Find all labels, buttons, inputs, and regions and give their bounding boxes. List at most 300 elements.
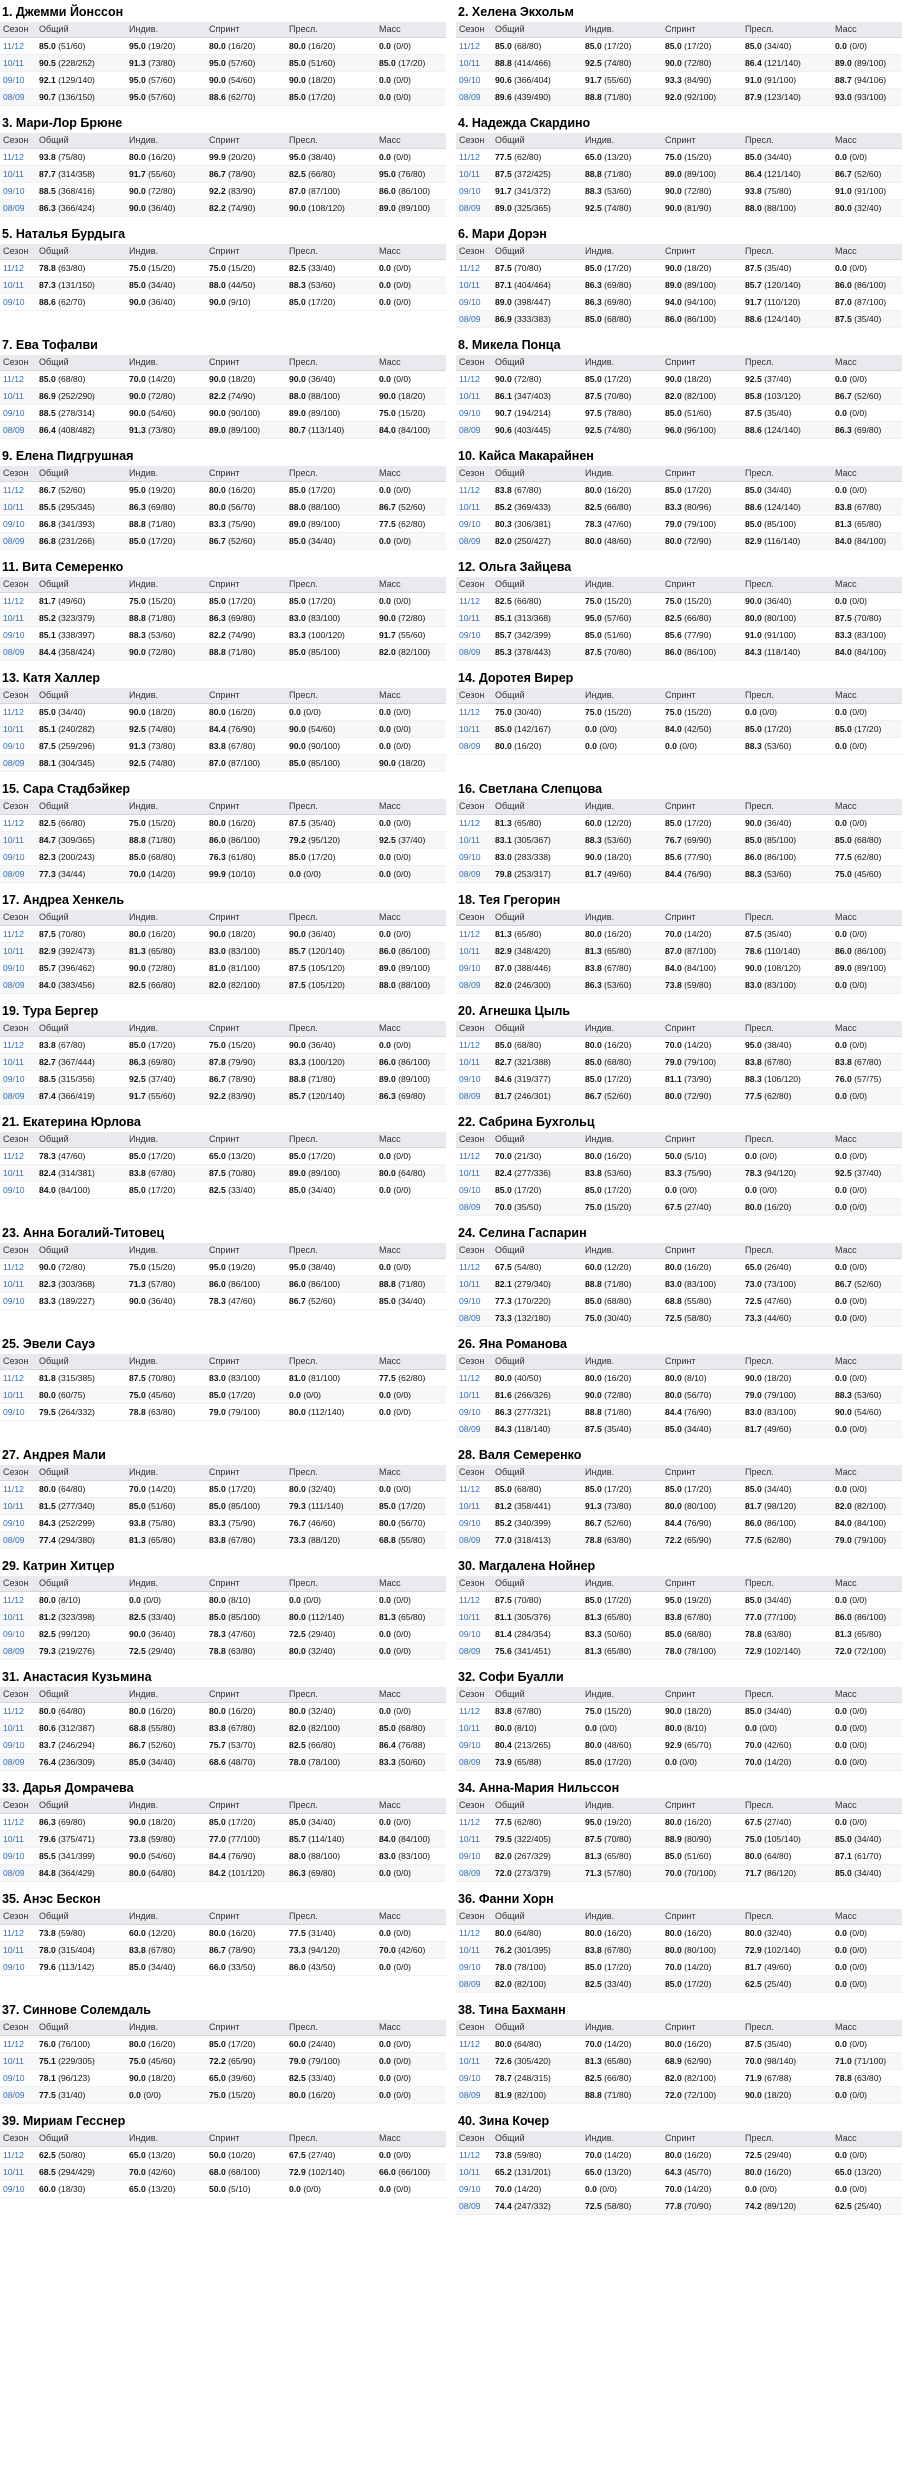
cell-individual: 85.0 (51/60): [126, 1498, 206, 1515]
cell-season: 09/10: [456, 1404, 492, 1421]
table-header-row: [0, 1021, 446, 1037]
column-header-sprint: Спринт: [206, 355, 286, 371]
table-row: [0, 1182, 446, 1199]
cell-pursuit: 85.0 (85/100): [742, 516, 832, 533]
cell-sprint: 65.0 (13/20): [206, 1148, 286, 1165]
cell-mass-start: 76.0 (57/75): [832, 1071, 902, 1088]
table-row: [0, 371, 446, 388]
column-header-sprint: Спринт: [662, 1576, 742, 1592]
cell-season: 08/09: [456, 644, 492, 661]
table-row: [456, 1754, 902, 1771]
cell-overall: 73.9 (65/88): [492, 1754, 582, 1771]
column-header-overall: Общий: [492, 2131, 582, 2147]
table-row: [456, 371, 902, 388]
cell-season: 10/11: [0, 832, 36, 849]
cell-mass-start: 88.3 (53/60): [832, 1387, 902, 1404]
column-header-pursuit: Пресл.: [286, 244, 376, 260]
column-header-sprint: Спринт: [662, 1021, 742, 1037]
cell-sprint: 68.9 (62/90): [662, 2053, 742, 2070]
cell-season: 09/10: [0, 1959, 36, 1976]
table-row: [456, 1054, 902, 1071]
cell-season: 08/09: [0, 89, 36, 106]
column-header-season: Сезон: [456, 1909, 492, 1925]
column-header-mass-start: Масс: [832, 244, 902, 260]
cell-season: 08/09: [0, 200, 36, 217]
stats-table: [456, 355, 902, 439]
cell-sprint: 89.0 (89/100): [662, 166, 742, 183]
athlete-card-38: [456, 2001, 902, 2104]
athlete-card-18: [456, 891, 902, 994]
cell-season: 08/09: [456, 866, 492, 883]
cell-sprint: 87.8 (79/90): [206, 1054, 286, 1071]
cell-pursuit: 85.0 (17/20): [286, 482, 376, 499]
column-header-sprint: Спринт: [662, 1465, 742, 1481]
cell-individual: 83.8 (53/60): [582, 1165, 662, 1182]
cell-overall: 85.0 (68/80): [36, 371, 126, 388]
cell-season: 08/09: [456, 1754, 492, 1771]
table-row: [456, 149, 902, 166]
athlete-name: 27. Андрея Мали: [2, 1448, 106, 1462]
column-header-pursuit: Пресл.: [286, 355, 376, 371]
cell-individual: 92.5 (74/80): [126, 721, 206, 738]
cell-sprint: 92.2 (83/90): [206, 1088, 286, 1105]
cell-individual: 72.5 (58/80): [582, 2198, 662, 2215]
cell-individual: 70.0 (14/20): [126, 371, 206, 388]
cell-overall: 81.9 (82/100): [492, 2087, 582, 2104]
cell-pursuit: 85.7 (120/140): [286, 1088, 376, 1105]
cell-season: 11/12: [456, 1370, 492, 1387]
athlete-name: 12. Ольга Зайцева: [458, 560, 572, 574]
cell-season: 10/11: [456, 277, 492, 294]
column-header-overall: Общий: [36, 1021, 126, 1037]
cell-season: 08/09: [0, 644, 36, 661]
cell-overall: 84.3 (252/299): [36, 1515, 126, 1532]
cell-season: 09/10: [0, 960, 36, 977]
athlete-card-32: [456, 1668, 902, 1771]
cell-individual: 60.0 (12/20): [126, 1925, 206, 1942]
cell-individual: 80.0 (16/20): [582, 1037, 662, 1054]
cell-individual: 65.0 (13/20): [126, 2181, 206, 2198]
cell-sprint: 81.0 (81/100): [206, 960, 286, 977]
cell-individual: 85.0 (34/40): [126, 1959, 206, 1976]
cell-individual: 88.3 (53/60): [582, 832, 662, 849]
cell-sprint: 80.0 (8/10): [662, 1370, 742, 1387]
cell-mass-start: 0.0 (0/0): [376, 1814, 446, 1831]
cell-pursuit: 71.9 (67/88): [742, 2070, 832, 2087]
table-body: [456, 1037, 902, 1105]
cell-pursuit: 70.0 (14/20): [742, 1754, 832, 1771]
cell-overall: 86.4 (408/482): [36, 422, 126, 439]
cell-individual: 82.5 (66/80): [126, 977, 206, 994]
cell-season: 09/10: [0, 516, 36, 533]
table-header-row: [0, 1465, 446, 1481]
cell-season: 10/11: [0, 388, 36, 405]
table-body: [0, 1592, 446, 1660]
cell-individual: 65.0 (13/20): [582, 2164, 662, 2181]
cell-pursuit: 87.5 (35/40): [742, 260, 832, 277]
cell-sprint: 75.7 (53/70): [206, 1737, 286, 1754]
column-header-individual: Индив.: [582, 1243, 662, 1259]
cell-overall: 85.1 (240/282): [36, 721, 126, 738]
cell-season: 10/11: [456, 388, 492, 405]
cell-overall: 76.4 (236/309): [36, 1754, 126, 1771]
cell-individual: 85.0 (68/80): [582, 311, 662, 328]
cell-individual: 90.0 (54/60): [126, 405, 206, 422]
cell-mass-start: 83.0 (83/100): [376, 1848, 446, 1865]
cell-pursuit: 83.3 (100/120): [286, 627, 376, 644]
cell-season: 11/12: [0, 1592, 36, 1609]
cell-sprint: 84.4 (76/90): [662, 1515, 742, 1532]
cell-mass-start: 89.0 (89/100): [376, 200, 446, 217]
table-row: [0, 499, 446, 516]
table-row: [456, 2147, 902, 2164]
cell-overall: 81.8 (315/385): [36, 1370, 126, 1387]
column-header-season: Сезон: [0, 799, 36, 815]
cell-pursuit: 0.0 (0/0): [742, 1148, 832, 1165]
cell-pursuit: 85.8 (103/120): [742, 388, 832, 405]
cell-sprint: 99.9 (10/10): [206, 866, 286, 883]
table-body: [456, 482, 902, 550]
cell-overall: 86.8 (231/266): [36, 533, 126, 550]
cell-pursuit: 87.5 (35/40): [742, 2036, 832, 2053]
column-header-season: Сезон: [0, 1354, 36, 1370]
cell-overall: 87.1 (404/464): [492, 277, 582, 294]
table-row: [456, 1626, 902, 1643]
column-header-overall: Общий: [36, 910, 126, 926]
table-header-row: [456, 910, 902, 926]
cell-mass-start: 0.0 (0/0): [376, 149, 446, 166]
cell-individual: 85.0 (68/80): [582, 1054, 662, 1071]
cell-season: 10/11: [456, 1498, 492, 1515]
cell-season: 10/11: [456, 499, 492, 516]
column-header-season: Сезон: [0, 466, 36, 482]
table-row: [456, 1165, 902, 1182]
table-row: [0, 1942, 446, 1959]
column-header-overall: Общий: [36, 1909, 126, 1925]
cell-mass-start: 0.0 (0/0): [376, 294, 446, 311]
cell-mass-start: 0.0 (0/0): [832, 1148, 902, 1165]
table-row: [0, 2053, 446, 2070]
cell-season: 10/11: [0, 1498, 36, 1515]
cell-sprint: 92.9 (65/70): [662, 1737, 742, 1754]
cell-pursuit: 80.0 (16/20): [286, 2087, 376, 2104]
column-header-sprint: Спринт: [662, 133, 742, 149]
cell-sprint: 0.0 (0/0): [662, 1754, 742, 1771]
cell-mass-start: 85.0 (34/40): [832, 1831, 902, 1848]
cell-individual: 82.5 (66/80): [582, 2070, 662, 2087]
column-header-pursuit: Пресл.: [286, 1243, 376, 1259]
cell-individual: 82.5 (33/40): [582, 1976, 662, 1993]
cell-mass-start: 0.0 (0/0): [376, 926, 446, 943]
table-row: [0, 55, 446, 72]
cell-pursuit: 82.5 (66/80): [286, 1737, 376, 1754]
cell-mass-start: 65.0 (13/20): [832, 2164, 902, 2181]
cell-season: 09/10: [0, 1293, 36, 1310]
cell-individual: 70.0 (14/20): [582, 2036, 662, 2053]
athlete-name: 31. Анастасия Кузьмина: [2, 1670, 152, 1684]
cell-individual: 70.0 (42/60): [126, 2164, 206, 2181]
stats-table: [456, 22, 902, 106]
cell-pursuit: 72.5 (29/40): [742, 2147, 832, 2164]
column-header-individual: Индив.: [126, 1798, 206, 1814]
cell-overall: 87.5 (259/296): [36, 738, 126, 755]
table-row: [0, 260, 446, 277]
athlete-card-6: [456, 225, 902, 328]
cell-overall: 82.5 (66/80): [492, 593, 582, 610]
cell-individual: 88.8 (71/80): [582, 166, 662, 183]
athlete-name: 22. Сабрина Бухгольц: [458, 1115, 595, 1129]
cell-individual: 95.0 (19/20): [582, 1814, 662, 1831]
table-row: [456, 2164, 902, 2181]
table-row: [456, 1865, 902, 1882]
athlete-card-40: [456, 2112, 902, 2215]
stats-table: [456, 1576, 902, 1660]
table-row: [456, 1370, 902, 1387]
cell-mass-start: 86.3 (69/80): [832, 422, 902, 439]
athlete-name: 40. Зина Кочер: [458, 2114, 550, 2128]
cell-sprint: 86.0 (86/100): [662, 311, 742, 328]
table-row: [0, 960, 446, 977]
cell-sprint: 82.5 (66/80): [662, 610, 742, 627]
column-header-sprint: Спринт: [206, 244, 286, 260]
column-header-mass-start: Масс: [376, 1909, 446, 1925]
cell-season: 10/11: [456, 1165, 492, 1182]
table-header-row: [456, 577, 902, 593]
column-header-sprint: Спринт: [662, 22, 742, 38]
column-header-season: Сезон: [456, 1798, 492, 1814]
athlete-card-4: [456, 114, 902, 217]
cell-season: 11/12: [456, 1592, 492, 1609]
cell-sprint: 88.9 (80/90): [662, 1831, 742, 1848]
cell-sprint: 86.7 (78/90): [206, 1071, 286, 1088]
cell-mass-start: 0.0 (0/0): [376, 738, 446, 755]
table-header-row: [456, 2131, 902, 2147]
cell-season: 11/12: [0, 260, 36, 277]
table-row: [0, 1088, 446, 1105]
column-header-mass-start: Масс: [376, 1576, 446, 1592]
cell-overall: 72.0 (273/379): [492, 1865, 582, 1882]
cell-overall: 78.0 (78/100): [492, 1959, 582, 1976]
cell-pursuit: 0.0 (0/0): [742, 1720, 832, 1737]
table-row: [0, 1643, 446, 1660]
cell-pursuit: 85.0 (34/40): [742, 149, 832, 166]
column-header-sprint: Спринт: [662, 466, 742, 482]
cell-mass-start: 77.5 (62/80): [832, 849, 902, 866]
column-header-mass-start: Масс: [376, 466, 446, 482]
cell-overall: 80.0 (64/80): [492, 1925, 582, 1942]
table-row: [0, 1054, 446, 1071]
cell-pursuit: 79.0 (79/100): [286, 2053, 376, 2070]
cell-pursuit: 82.5 (33/40): [286, 260, 376, 277]
athlete-card-35: [0, 1890, 446, 1976]
cell-pursuit: 79.3 (111/140): [286, 1498, 376, 1515]
column-header-mass-start: Масс: [376, 1243, 446, 1259]
cell-overall: 85.0 (68/80): [492, 38, 582, 55]
cell-mass-start: 85.0 (34/40): [376, 1293, 446, 1310]
cell-season: 08/09: [456, 2087, 492, 2104]
cell-overall: 76.0 (76/100): [36, 2036, 126, 2053]
cell-sprint: 82.2 (74/90): [206, 200, 286, 217]
cell-pursuit: 80.0 (64/80): [742, 1848, 832, 1865]
table-body: [456, 704, 902, 755]
column-header-individual: Индив.: [126, 2020, 206, 2036]
column-header-pursuit: Пресл.: [286, 1909, 376, 1925]
column-header-overall: Общий: [492, 1354, 582, 1370]
cell-sprint: 90.0 (18/20): [206, 371, 286, 388]
cell-sprint: 96.0 (96/100): [662, 422, 742, 439]
column-header-season: Сезон: [456, 688, 492, 704]
cell-pursuit: 76.7 (46/60): [286, 1515, 376, 1532]
cell-mass-start: 0.0 (0/0): [376, 593, 446, 610]
cell-season: 08/09: [456, 1976, 492, 1993]
cell-overall: 73.8 (59/80): [492, 2147, 582, 2164]
cell-mass-start: 72.0 (72/100): [832, 1643, 902, 1660]
cell-season: 08/09: [0, 533, 36, 550]
cell-individual: 65.0 (13/20): [126, 2147, 206, 2164]
cell-individual: 0.0 (0/0): [582, 1720, 662, 1737]
cell-sprint: 68.6 (48/70): [206, 1754, 286, 1771]
cell-overall: 85.1 (313/368): [492, 610, 582, 627]
cell-mass-start: 0.0 (0/0): [376, 72, 446, 89]
cell-mass-start: 0.0 (0/0): [376, 2087, 446, 2104]
cell-overall: 65.2 (131/201): [492, 2164, 582, 2181]
cell-pursuit: 72.5 (29/40): [286, 1626, 376, 1643]
cell-sprint: 73.8 (59/80): [662, 977, 742, 994]
column-header-sprint: Спринт: [662, 799, 742, 815]
cell-overall: 85.2 (323/379): [36, 610, 126, 627]
column-header-season: Сезон: [0, 577, 36, 593]
table-header-row: [0, 133, 446, 149]
cell-sprint: 76.7 (69/90): [662, 832, 742, 849]
cell-pursuit: 0.0 (0/0): [286, 1592, 376, 1609]
table-header-row: [456, 133, 902, 149]
cell-season: 08/09: [0, 1643, 36, 1660]
cell-pursuit: 90.0 (36/40): [286, 926, 376, 943]
cell-individual: 0.0 (0/0): [582, 738, 662, 755]
cell-season: 09/10: [456, 1626, 492, 1643]
cell-season: 10/11: [0, 1831, 36, 1848]
cell-individual: 91.7 (55/60): [126, 166, 206, 183]
athlete-card-39: [0, 2112, 446, 2198]
cell-mass-start: 87.0 (87/100): [832, 294, 902, 311]
stats-table: [456, 1132, 902, 1216]
cell-individual: 85.0 (17/20): [126, 533, 206, 550]
cell-overall: 82.3 (200/243): [36, 849, 126, 866]
table-row: [0, 405, 446, 422]
table-body: [456, 815, 902, 883]
column-header-sprint: Спринт: [206, 1132, 286, 1148]
column-header-individual: Индив.: [126, 1243, 206, 1259]
cell-season: 11/12: [456, 1703, 492, 1720]
column-header-pursuit: Пресл.: [742, 1243, 832, 1259]
cell-pursuit: 85.0 (85/100): [742, 832, 832, 849]
cell-pursuit: 88.0 (88/100): [286, 1848, 376, 1865]
column-header-sprint: Спринт: [206, 1687, 286, 1703]
cell-season: 09/10: [456, 294, 492, 311]
cell-overall: 85.5 (295/345): [36, 499, 126, 516]
table-row: [456, 721, 902, 738]
cell-overall: 87.3 (131/150): [36, 277, 126, 294]
table-header-row: [0, 688, 446, 704]
cell-season: 08/09: [456, 422, 492, 439]
cell-season: 11/12: [0, 593, 36, 610]
table-row: [0, 38, 446, 55]
cell-pursuit: 72.5 (47/60): [742, 1293, 832, 1310]
cell-overall: 84.0 (84/100): [36, 1182, 126, 1199]
cell-overall: 90.0 (72/80): [36, 1259, 126, 1276]
cell-mass-start: 0.0 (0/0): [832, 2087, 902, 2104]
cell-individual: 91.3 (73/80): [126, 422, 206, 439]
cell-sprint: 90.0 (54/60): [206, 72, 286, 89]
column-header-season: Сезон: [456, 355, 492, 371]
column-header-sprint: Спринт: [662, 355, 742, 371]
cell-pursuit: 85.0 (17/20): [286, 593, 376, 610]
cell-overall: 85.2 (340/399): [492, 1515, 582, 1532]
table-body: [456, 1481, 902, 1549]
cell-sprint: 95.0 (57/60): [206, 55, 286, 72]
cell-mass-start: 0.0 (0/0): [832, 977, 902, 994]
column-header-overall: Общий: [36, 1465, 126, 1481]
column-header-mass-start: Масс: [376, 1354, 446, 1370]
cell-mass-start: 0.0 (0/0): [832, 149, 902, 166]
cell-pursuit: 72.9 (102/140): [742, 1643, 832, 1660]
stats-table: [456, 1798, 902, 1882]
column-header-overall: Общий: [492, 22, 582, 38]
cell-season: 10/11: [456, 2053, 492, 2070]
column-header-mass-start: Масс: [376, 2131, 446, 2147]
cell-pursuit: 80.0 (16/20): [742, 1199, 832, 1216]
table-header-row: [456, 688, 902, 704]
column-header-individual: Индив.: [582, 22, 662, 38]
column-header-overall: Общий: [492, 1909, 582, 1925]
column-header-season: Сезон: [0, 1909, 36, 1925]
cell-overall: 89.6 (439/490): [492, 89, 582, 106]
cell-overall: 81.7 (246/301): [492, 1088, 582, 1105]
cell-sprint: 90.0 (18/20): [662, 260, 742, 277]
column-header-overall: Общий: [36, 1132, 126, 1148]
cell-overall: 82.7 (367/444): [36, 1054, 126, 1071]
cell-sprint: 84.4 (76/90): [662, 1404, 742, 1421]
stats-table: [0, 1354, 446, 1421]
column-header-individual: Индив.: [126, 2131, 206, 2147]
cell-mass-start: 0.0 (0/0): [832, 1925, 902, 1942]
table-row: [456, 422, 902, 439]
cell-individual: 80.0 (16/20): [126, 1703, 206, 1720]
cell-overall: 60.0 (18/30): [36, 2181, 126, 2198]
cell-season: 10/11: [456, 832, 492, 849]
cell-pursuit: 82.0 (82/100): [286, 1720, 376, 1737]
cell-mass-start: 81.3 (65/80): [376, 1609, 446, 1626]
cell-season: 09/10: [456, 1293, 492, 1310]
column-header-overall: Общий: [36, 688, 126, 704]
cell-overall: 85.5 (341/399): [36, 1848, 126, 1865]
cell-pursuit: 90.0 (108/120): [286, 200, 376, 217]
cell-pursuit: 88.0 (88/100): [286, 499, 376, 516]
cell-pursuit: 85.0 (17/20): [286, 294, 376, 311]
cell-individual: 80.0 (16/20): [582, 1148, 662, 1165]
column-header-season: Сезон: [0, 1021, 36, 1037]
cell-individual: 83.3 (50/60): [582, 1626, 662, 1643]
cell-sprint: 75.0 (15/20): [206, 1037, 286, 1054]
cell-pursuit: 81.7 (98/120): [742, 1498, 832, 1515]
cell-individual: 81.3 (65/80): [126, 943, 206, 960]
cell-individual: 80.0 (64/80): [126, 1865, 206, 1882]
stats-table: [0, 799, 446, 883]
column-header-mass-start: Масс: [832, 1576, 902, 1592]
cell-overall: 70.0 (21/30): [492, 1148, 582, 1165]
cell-pursuit: 90.0 (18/20): [286, 72, 376, 89]
cell-overall: 80.0 (40/50): [492, 1370, 582, 1387]
